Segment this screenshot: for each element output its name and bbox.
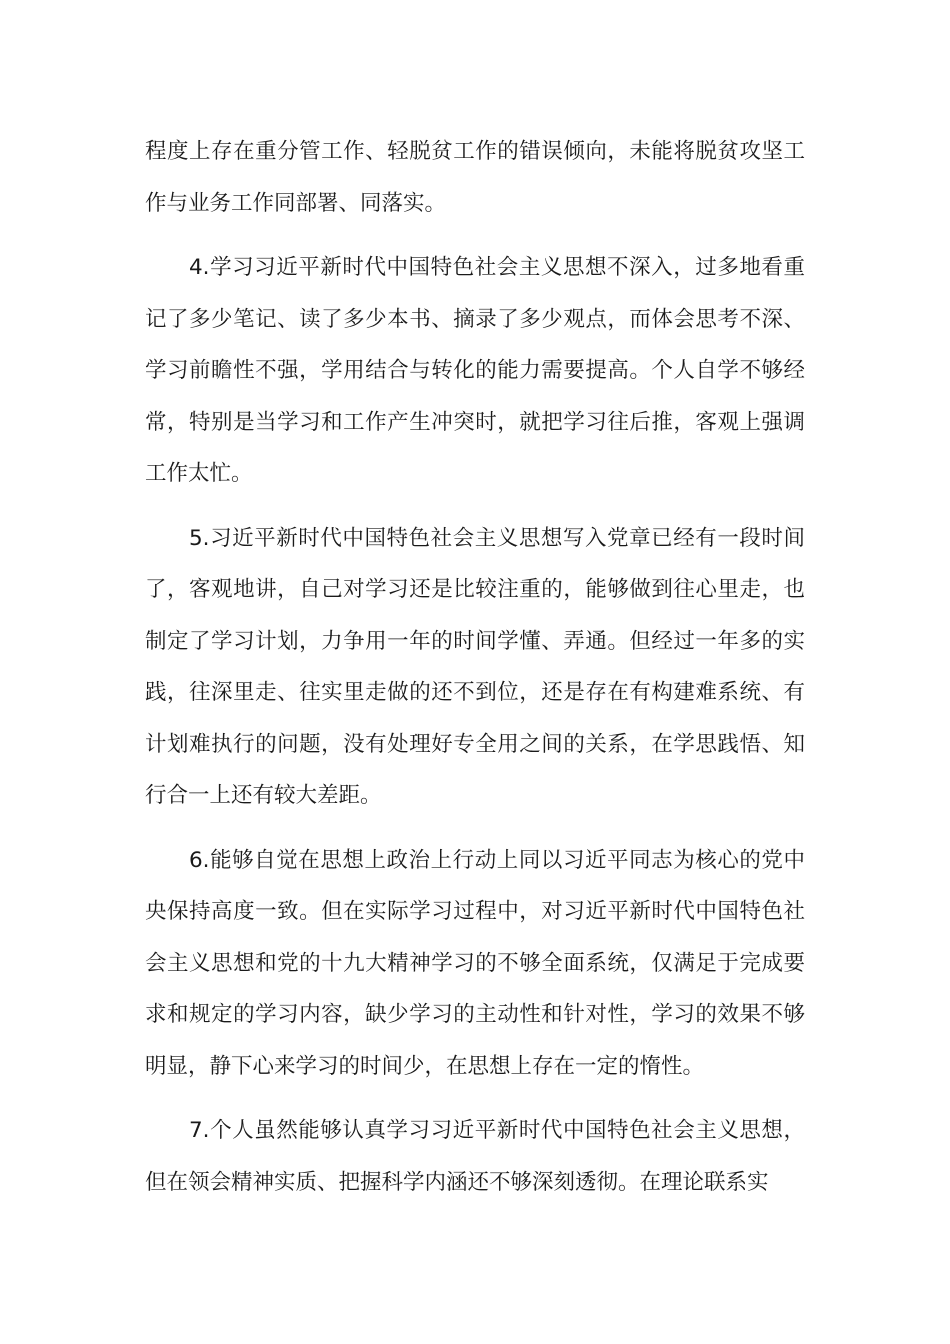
paragraph-item-4: 4.学习习近平新时代中国特色社会主义思想不深入，过多地看重记了多少笔记、读了多少本书、摘录了多少观点，而体会思考不深、学习前瞻性不强，学用结合与转化的能力需要提高。个人自学不够经常，特别是当学习和工作产生冲突时，就把学习往后推，客观上强调工作太忙。	[145, 255, 805, 486]
paragraph-item-6: 6.能够自觉在思想上政治上行动上同以习近平同志为核心的党中央保持高度一致。但在实际学习过程中，对习近平新时代中国特色社会主义思想和党的十九大精神学习的不够全面系统，仅满足于完成要求和规定的学习内容，缺少学习的主动性和针对性，学习的效果不够明显，静下心来学习的时间少，在思想上存在一定的惰性。	[145, 847, 805, 1079]
paragraph-item-7: 7.个人虽然能够认真学习习近平新时代中国特色社会主义思想，但在领会精神实质、把握科学内涵还不够深刻透彻。在理论联系实	[145, 1118, 805, 1195]
paragraph-continuation: 程度上存在重分管工作、轻脱贫工作的错误倾向，未能将脱贫攻坚工作与业务工作同部署、同落实。	[145, 139, 805, 216]
paragraph-item-5: 5.习近平新时代中国特色社会主义思想写入党章已经有一段时间了，客观地讲，自己对学习还是比较注重的，能够做到往心里走，也制定了学习计划，力争用一年的时间学懂、弄通。但经过一年多的实践，往深里走、往实里走做的还不到位，还是存在有构建难系统、有计划难执行的问题，没有处理好专全用之间的关系，在学思践悟、知行合一上还有较大差距。	[145, 525, 805, 808]
document-body	[145, 126, 805, 1221]
